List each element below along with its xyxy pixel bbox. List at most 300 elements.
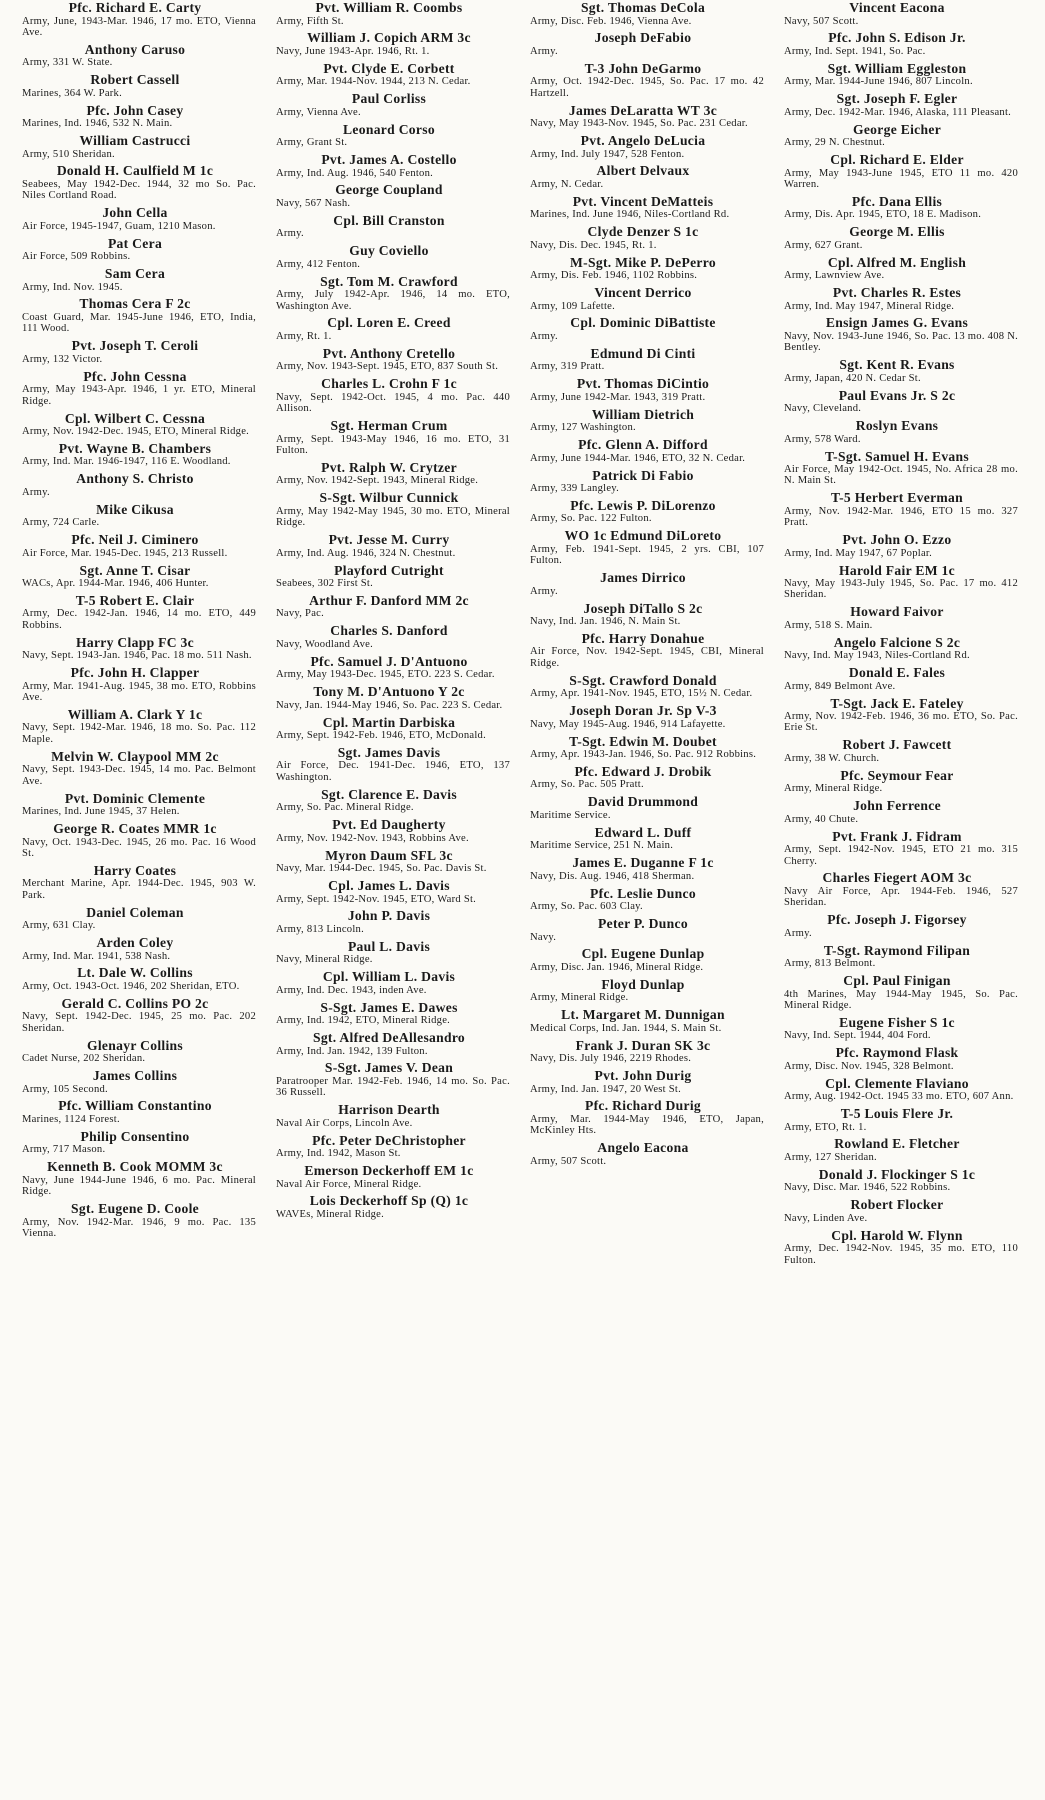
entry-name: Angelo Eacona [597,1140,689,1156]
entry-detail: Army, Ind. Nov. 1945. [22,281,123,293]
entry-detail: Army, 40 Chute. [784,813,859,825]
entry-detail: Air Force, Nov. 1942-Sept. 1945, CBI, Mineral Ridge. [530,646,764,669]
entry-name: Sgt. Thomas DeCola [580,0,706,15]
service-entry [776,696,1018,734]
service-entry [776,194,1018,221]
service-entry [522,764,764,791]
entry-name: Harrison Dearth [338,1102,440,1118]
service-entry [14,996,256,1034]
entry-name: Joseph DiTallo S 2c [583,600,703,616]
entry-name: Joseph DeFabio [594,30,692,46]
entry-detail: Navy, Pac. [276,608,324,620]
service-entry [268,213,510,240]
entry-detail: Army, Ind. May 1947, Mineral Ridge. [784,300,955,312]
entry-name: S-Sgt. James E. Dawes [320,999,458,1015]
entry-detail: Army, Fifth St. [276,15,344,27]
entry-detail: Army, 518 S. Main. [784,619,873,631]
entry-name: Pfc. Seymour Fear [840,767,954,783]
entry-detail: Army, June, 1943-Mar. 1946, 17 mo. ETO, Vienna Ave. [22,15,256,38]
service-entry [268,878,510,905]
service-entry [14,1038,256,1065]
entry-name: Pvt. Charles R. Estes [832,285,962,301]
service-entry [522,1038,764,1065]
service-entry [14,502,256,529]
service-entry [776,1197,1018,1224]
entry-name: William A. Clark Y 1c [67,706,203,722]
entry-name: Pvt. William R. Coombs [315,0,463,15]
entry-detail: Army, May 1943-Apr. 1946, 1 yr. ETO, Mineral Ridge. [22,384,256,407]
entry-name: Sgt. Eugene D. Coole [71,1201,199,1217]
entry-detail: Army. [530,585,558,597]
entry-detail: Army, 627 Grant. [784,239,863,251]
service-entry [268,593,510,620]
entry-name: Albert Delvaux [596,163,690,179]
service-entry [14,471,256,498]
service-entry [522,255,764,282]
service-entry [522,570,764,597]
service-entry [776,737,1018,764]
entry-detail: Army, Oct. 1943-Oct. 1946, 202 Sheridan, ETO. [22,980,240,992]
entry-name: Tony M. D'Antuono Y 2c [313,684,465,700]
entry-detail: Army, Disc. Feb. 1946, Vienna Ave. [530,15,692,27]
entry-detail: Army, 109 Lafette. [530,300,616,312]
entry-detail: Navy, Linden Ave. [784,1212,868,1224]
service-entry [522,1140,764,1167]
entry-detail: Army, 132 Victor. [22,353,103,365]
entry-name: Charles Fiegert AOM 3c [822,870,972,886]
entry-name: Cpl. William L. Davis [322,969,456,985]
service-entry [14,635,256,662]
entry-name: Thomas Cera F 2c [79,296,191,312]
entry-detail: Army, Lawnview Ave. [784,270,885,282]
service-entry [522,437,764,464]
entry-detail: Army, Mar. 1941-Aug. 1945, 38 mo. ETO, Robbins Ave. [22,680,256,704]
service-entry [522,61,764,99]
entry-detail: Army, So. Pac. Mineral Ridge. [276,802,414,814]
entry-name: Mike Cikusa [96,501,174,517]
service-entry [776,315,1018,353]
entry-detail: Army, 813 Lincoln. [276,923,364,935]
entry-name: Pvt. John Durig [594,1068,692,1084]
entry-detail: Army, Disc. Jan. 1946, Mineral Ridge. [530,961,704,973]
entry-name: Sgt. Kent R. Evans [839,357,955,373]
service-entry [522,1007,764,1034]
entry-name: James E. Duganne F 1c [572,855,714,871]
entry-detail: Army. [22,486,50,498]
entry-detail: Army, June 1942-Mar. 1943, 319 Pratt. [530,391,706,403]
entry-detail: Army, Apr. 1943-Jan. 1946, So. Pac. 912 Robbins. [530,749,757,761]
entry-detail: Paratrooper Mar. 1942-Feb. 1946, 14 mo. So. Pac. 36 Russell. [276,1075,510,1099]
entry-name: Robert J. Fawcett [842,737,952,753]
entry-detail: Maritime Service. [530,809,611,821]
service-entry [268,1102,510,1129]
entry-detail: Army, 849 Belmont Ave. [784,680,896,692]
entry-name: S-Sgt. James V. Dean [324,1060,454,1076]
entry-detail: Army, 105 Second. [22,1083,108,1095]
service-entry [776,285,1018,312]
entry-detail: Army, 29 N. Chestnut. [784,137,886,149]
entry-name: Howard Faivor [850,604,944,620]
entry-detail: Army, May 1943-Dec. 1945, ETO. 223 S. Cedar. [276,669,495,681]
entry-detail: Army, Oct. 1942-Dec. 1945, So. Pac. 17 mo. 42 Hartzell. [530,76,764,99]
entry-detail: Navy, June 1944-June 1946, 6 mo. Pac. Mineral Ridge. [22,1174,256,1198]
service-entry [776,829,1018,867]
service-entry [268,182,510,209]
service-entry [14,1068,256,1095]
service-entry [14,441,256,468]
service-entry [522,855,764,882]
entry-name: Pfc. William Constantino [58,1098,212,1114]
entry-detail: Merchant Marine, Apr. 1944-Dec. 1945, 903 W. Park. [22,878,256,901]
entry-detail: Army, So. Pac. 603 Clay. [530,901,643,913]
entry-detail: Army, Ind. Aug. 1946, 540 Fenton. [276,167,434,179]
entry-detail: Army, Ind. Sept. 1941, So. Pac. [784,45,926,57]
entry-name: Pvt. Thomas DiCintio [576,376,710,392]
entry-detail: Cadet Nurse, 202 Sheridan. [22,1053,146,1065]
entry-name: Pfc. John S. Edison Jr. [828,30,966,46]
entry-detail: Army. [530,330,558,342]
entry-name: Pvt. Dominic Clemente [64,790,206,806]
entry-detail: Navy, Sept. 1942-Mar. 1946, 18 mo. So. Pac. 112 Maple. [22,722,256,745]
entry-name: Charles L. Crohn F 1c [321,376,457,392]
entry-name: Lois Deckerhoff Sp (Q) 1c [309,1193,469,1209]
column-4 [770,0,1024,1800]
entry-detail: Army, 412 Fenton. [276,258,361,270]
entry-detail: Army, 38 W. Church. [784,752,880,764]
service-entry [522,0,764,27]
entry-detail: Army, Mar. 1944-May 1946, ETO, Japan, McKinley Hts. [530,1113,764,1137]
entry-name: Lt. Dale W. Collins [77,965,193,981]
entry-name: Robert Flocker [850,1197,944,1213]
service-entry [14,532,256,559]
entry-name: William J. Copich ARM 3c [307,30,471,46]
entry-detail: Army, Mar. 1944-Nov. 1944, 213 N. Cedar. [276,76,471,88]
service-entry [268,654,510,681]
entry-detail: Seabees, 302 First St. [276,578,374,590]
entry-detail: Navy, Ind. Jan. 1946, N. Main St. [530,616,681,628]
entry-detail: Army, June 1944-Mar. 1946, ETO, 32 N. Cedar. [530,452,746,464]
entry-detail: Navy, Oct. 1943-Dec. 1945, 26 mo. Pac. 16 Wood St. [22,836,256,859]
service-entry [522,133,764,160]
entry-detail: Army, Ind. Mar. 1941, 538 Nash. [22,950,171,962]
entry-name: WO 1c Edmund DiLoreto [564,528,722,544]
entry-detail: Army, Ind. Aug. 1946, 324 N. Chestnut. [276,547,456,559]
service-entry [268,61,510,88]
entry-detail: Army, 717 Mason. [22,1144,106,1156]
service-entry [268,122,510,149]
service-entry [522,194,764,221]
entry-detail: Army, Nov. 1942-Dec. 1945, ETO, Mineral Ridge. [22,426,250,437]
entry-name: Pvt. Wayne B. Chambers [58,440,212,456]
entry-name: George M. Ellis [849,224,945,240]
service-entry [522,285,764,312]
service-entry [776,665,1018,692]
entry-detail: Army, Dec. 1942-Nov. 1945, 35 mo. ETO, 110 Fulton. [784,1243,1018,1266]
service-entry [776,255,1018,282]
entry-detail: Navy, Woodland Ave. [276,638,373,650]
entry-name: Pvt. Joseph T. Ceroli [71,338,199,354]
entry-name: Anthony S. Christo [76,471,194,487]
service-entry [776,0,1018,27]
service-entry [14,749,256,787]
entry-name: Rowland E. Fletcher [834,1136,960,1152]
service-entry [268,969,510,996]
entry-detail: Army, Ind. Dec. 1943, inden Ave. [276,984,427,996]
entry-name: John Ferrence [853,798,941,814]
entry-detail: Army, Dec. 1942-Jan. 1946, 14 mo. ETO, 449 Robbins. [22,608,256,631]
entry-name: Lt. Margaret M. Dunnigan [561,1007,725,1023]
service-entry [268,376,510,414]
entry-detail: Army, Ind. Jan. 1947, 20 West St. [530,1083,681,1095]
service-entry [14,133,256,160]
entry-name: George Eicher [852,121,942,137]
entry-name: Pvt. Vincent DeMatteis [572,193,714,209]
service-entry [522,407,764,434]
entry-detail: Navy Air Force, Apr. 1944-Feb. 1946, 527 Sheridan. [784,885,1018,909]
service-entry [776,1076,1018,1103]
entry-detail: Army, Disc. Nov. 1945, 328 Belmont. [784,1060,954,1072]
entry-detail: Navy, Mineral Ridge. [276,954,373,966]
entry-name: S-Sgt. Wilbur Cunnick [319,490,459,506]
service-entry [268,30,510,57]
service-entry [776,418,1018,445]
entry-name: James DeLaratta WT 3c [568,102,718,118]
entry-detail: Army, Japan, 420 N. Cedar St. [784,372,921,384]
entry-name: T-5 Robert E. Clair [75,592,195,608]
service-entry [522,1098,764,1136]
entry-detail: Navy, May 1943-Nov. 1945, So. Pac. 231 Cedar. [530,118,748,130]
entry-detail: Air Force, Mar. 1945-Dec. 1945, 213 Russell. [22,547,228,559]
entry-name: Angelo Falcione S 2c [833,634,961,650]
entry-name: T-Sgt. Jack E. Fateley [830,695,964,711]
service-entry [268,243,510,270]
service-entry [522,315,764,342]
entry-name: Pfc. Dana Ellis [851,193,943,209]
entry-detail: Army, 331 W. State. [22,57,113,69]
entry-name: Pvt. Frank J. Fidram [832,828,962,844]
entry-detail: Army, 631 Clay. [22,920,96,932]
entry-name: Sam Cera [104,266,166,282]
entry-name: Playford Cutright [334,562,444,578]
entry-name: Cpl. Loren E. Creed [327,315,451,331]
entry-detail: Navy, Disc. Mar. 1946, 522 Robbins. [784,1182,951,1194]
entry-name: George Coupland [335,182,443,198]
entry-name: Patrick Di Fabio [592,467,694,483]
entry-name: Glenayr Collins [86,1037,184,1053]
entry-detail: Army, 578 Ward. [784,433,861,445]
service-entry [776,973,1018,1011]
entry-name: Sgt. Alfred DeAllesandro [312,1030,466,1046]
entry-name: Harold Fair EM 1c [839,562,955,578]
entry-detail: Army, 813 Belmont. [784,958,876,970]
service-entry [522,734,764,761]
entry-detail: Marines, Ind. 1946, 532 N. Main. [22,118,173,130]
service-entry [522,794,764,821]
entry-name: Sgt. William Eggleston [827,60,967,76]
entry-detail: Army, Ind. Jan. 1942, 139 Fulton. [276,1045,428,1057]
service-entry [268,274,510,312]
service-entry [522,163,764,190]
service-entry [14,266,256,293]
entry-name: Cpl. Martin Darbiska [322,714,456,730]
service-entry [522,103,764,130]
entry-detail: Army, Dec. 1942-Mar. 1946, Alaska, 111 Pleasant. [784,106,1012,118]
entry-name: Pfc. Leslie Dunco [590,885,696,901]
entry-detail: Army, July 1942-Apr. 1946, 14 mo. ETO, Washington Ave. [276,289,510,312]
service-entry [268,460,510,487]
entry-name: Pfc. John Casey [86,102,184,118]
service-entry [14,791,256,818]
service-entry [268,490,510,528]
service-entry [776,798,1018,825]
service-entry [776,943,1018,970]
entry-name: Sgt. Herman Crum [330,418,448,434]
entry-name: Cpl. Eugene Dunlap [581,946,705,962]
entry-detail: Naval Air Force, Mineral Ridge. [276,1178,422,1190]
service-entry [14,163,256,201]
entry-name: Pfc. Richard E. Carty [68,0,202,15]
service-entry [14,665,256,703]
entry-detail: Navy, May 1945-Aug. 1946, 914 Lafayette. [530,718,726,730]
entry-name: Paul Corliss [351,91,427,107]
entry-name: Cpl. Dominic DiBattiste [570,315,716,331]
entry-name: James Collins [92,1068,178,1084]
service-entry [14,965,256,992]
entry-name: Pfc. Edward J. Drobik [574,763,712,779]
service-entry [14,0,256,38]
entry-name: Pfc. Neil J. Ciminero [71,532,199,548]
service-entry [522,468,764,495]
entry-name: T-Sgt. Edwin M. Doubet [569,733,717,749]
service-entry [14,236,256,263]
column-3 [516,0,770,1800]
entry-detail: Medical Corps, Ind. Jan. 1944, S. Main St. [530,1022,722,1034]
entry-detail: Navy, Cleveland. [784,403,862,415]
entry-detail: Army, Mineral Ridge. [784,783,883,795]
entry-detail: Army, Nov. 1942-Mar. 1946, ETO 15 mo. 327 Pratt. [784,505,1018,529]
service-entry [14,935,256,962]
entry-detail: Navy, Sept. 1943-Dec. 1945, 14 mo. Pac. Belmont Ave. [22,764,256,787]
service-entry [268,623,510,650]
entry-name: Kenneth B. Cook MOMM 3c [47,1159,223,1175]
entry-name: T-5 Herbert Everman [830,490,964,506]
entry-name: T-5 Louis Flere Jr. [840,1106,954,1122]
service-entry [268,1030,510,1057]
entry-detail: Navy, June 1943-Apr. 1946, Rt. 1. [276,45,430,57]
service-entry [776,61,1018,88]
entry-name: Melvin W. Claypool MM 2c [51,748,219,764]
service-entry [522,528,764,566]
entry-name: Pvt. Jesse M. Curry [328,532,450,548]
entry-name: Pfc. John H. Clapper [70,665,200,681]
entry-detail: Navy, Sept. 1942-Oct. 1945, 4 mo. Pac. 440 Allison. [276,391,510,415]
entry-name: Gerald C. Collins PO 2c [61,995,209,1011]
entry-detail: Army, Rt. 1. [276,330,332,342]
service-entry [14,707,256,745]
service-entry [268,563,510,590]
entry-name: Donald E. Fales [848,665,946,681]
entry-detail: Army, Sept. 1943-May 1946, 16 mo. ETO, 31 Fulton. [276,433,510,456]
entry-detail: Army, 319 Pratt. [530,361,605,373]
entry-name: Edward L. Duff [594,824,692,840]
service-entry [776,604,1018,631]
service-entry [776,1106,1018,1133]
service-entry [268,787,510,814]
service-entry [522,498,764,525]
service-entry [522,977,764,1004]
entry-name: Pvt. Ralph W. Crytzer [321,459,457,475]
service-entry [522,30,764,57]
column-1 [8,0,262,1800]
entry-detail: Navy, Sept. 1943-Jan. 1946, Pac. 18 mo. 511 Nash. [22,650,252,662]
service-entry [14,205,256,232]
entry-name: Roslyn Evans [855,418,939,434]
service-entry [776,357,1018,384]
entry-name: Peter P. Dunco [598,916,688,931]
service-entry [268,91,510,118]
entry-name: Pfc. Samuel J. D'Antuono [310,653,468,669]
service-entry [522,346,764,373]
entry-detail: Maritime Service, 251 N. Main. [530,840,674,852]
service-entry [522,946,764,973]
service-entry [522,703,764,730]
entry-name: Harry Coates [93,862,177,878]
entry-name: Guy Coviello [349,243,429,259]
entry-name: Daniel Coleman [86,904,184,920]
service-entry [776,1015,1018,1042]
entry-name: Cpl. Clemente Flaviano [825,1075,969,1091]
entry-detail: Army. [784,927,812,939]
entry-detail: Army, Dis. Apr. 1945, ETO, 18 E. Madison. [784,209,982,221]
entry-detail: Army, Nov. 1942-Nov. 1943, Robbins Ave. [276,832,469,844]
entry-detail: Army, 127 Washington. [530,422,636,434]
entry-detail: Army, Apr. 1941-Nov. 1945, ETO, 15½ N. Cedar. [530,688,753,700]
entry-name: Edmund Di Cinti [590,345,696,361]
service-entry [268,346,510,373]
entry-detail: Army, Sept. 1942-Nov. 1945, ETO, Ward St. [276,893,477,905]
entry-name: Clyde Denzer S 1c [587,224,699,240]
service-entry [268,1163,510,1190]
service-entry [268,1193,510,1220]
service-entry [522,825,764,852]
service-entry [14,296,256,334]
entry-detail: Army, 127 Sheridan. [784,1151,877,1163]
entry-detail: Air Force, 509 Robbins. [22,251,131,263]
service-entry [268,1000,510,1027]
service-entry [14,42,256,69]
service-entry [522,673,764,700]
entry-detail: Army, Ind. 1942, Mason St. [276,1148,401,1160]
service-entry [776,1136,1018,1163]
entry-detail: Army, Feb. 1941-Sept. 1945, 2 yrs. CBI, 107 Fulton. [530,543,764,567]
entry-detail: WACs, Apr. 1944-Mar. 1946, 406 Hunter. [22,578,209,590]
entry-detail: Army, Grant St. [276,137,348,149]
entry-name: John P. Davis [347,908,431,924]
entry-detail: Army, 724 Carle. [22,517,100,529]
entry-name: Charles S. Danford [330,623,448,639]
entry-detail: Coast Guard, Mar. 1945-June 1946, ETO, India, 111 Wood. [22,311,256,335]
service-entry [776,912,1018,939]
entry-detail: Army, Mar. 1944-June 1946, 807 Lincoln. [784,76,973,88]
service-entry [522,631,764,669]
entry-detail: Army, May 1943-June 1945, ETO 11 mo. 420 Warren. [784,167,1018,190]
service-entry [776,532,1018,559]
entry-detail: Marines, 1124 Forest. [22,1113,120,1125]
entry-name: Vincent Eacona [849,0,945,15]
entry-detail: Army. [276,228,304,240]
entry-detail: Marines, 364 W. Park. [22,87,122,99]
entry-detail: Army, Nov. 1942-Sept. 1943, Mineral Ridge. [276,475,479,487]
